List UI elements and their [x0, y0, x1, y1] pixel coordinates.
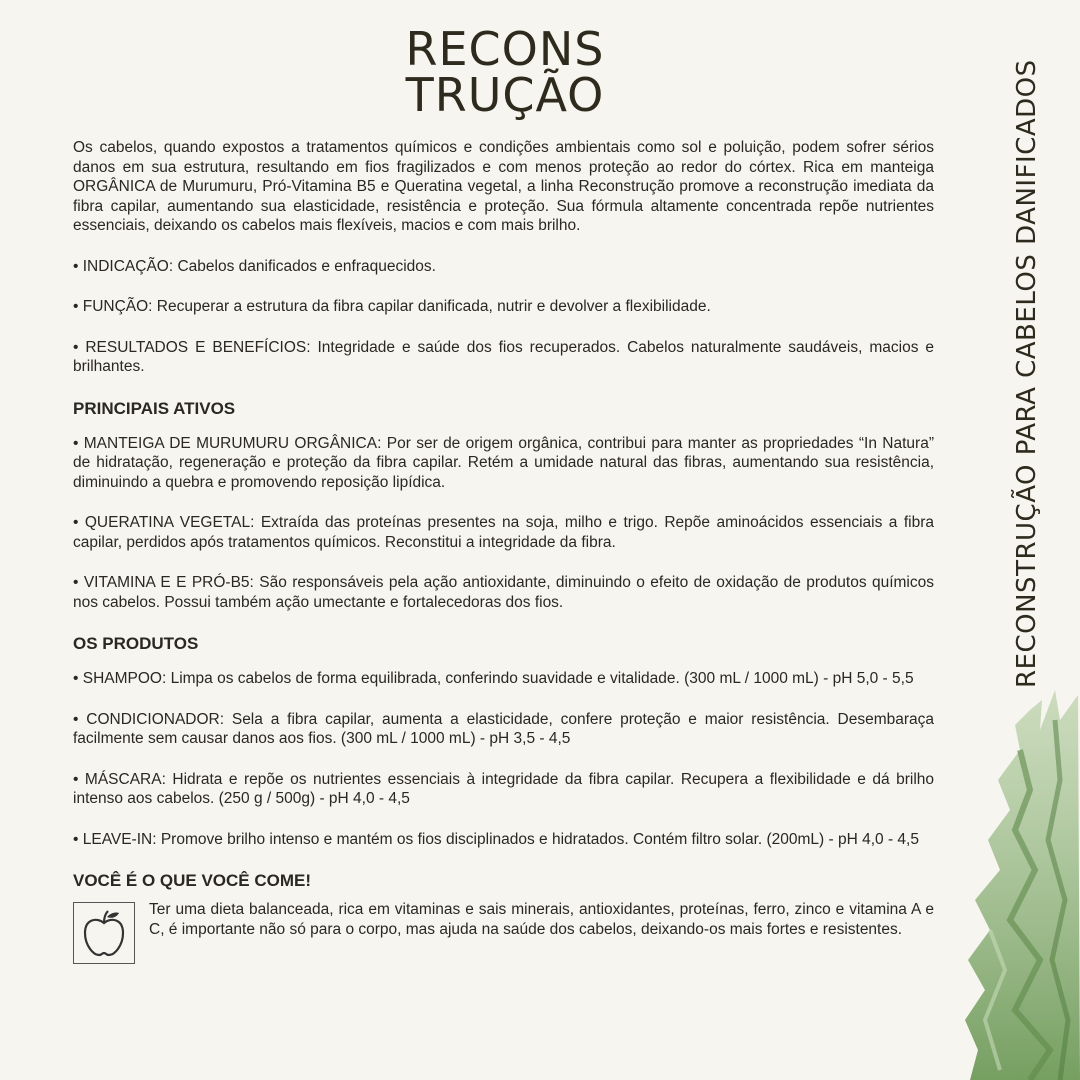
title-line-2: TRUÇÃO: [405, 68, 605, 122]
bullet-indicacao: • INDICAÇÃO: Cabelos danificados e enfraquecidos.: [73, 257, 436, 275]
intro-paragraph: Os cabelos, quando expostos a tratamentos químicos e condições ambientais como sol e poluição, podem sofrer sérios danos em sua estrutura, resultando em fios fragilizados e com menos proteção ao redor do córtex. Rica em manteiga ORGÂNICA de Murumuru, Pró-Vitamina B5 e Queratina vegetal, a linha Reconstrução promove a reconstrução imediata da fibra capilar, aumentando sua elasticidade, resistência e proteção. Sua fórmula altamente concentrada repõe nutrientes essenciais, deixando os cabelos mais flexíveis, macios e com mais brilho.: [73, 139, 934, 234]
ativo-vitamina: • VITAMINA E E PRÓ-B5: São responsáveis pela ação antioxidante, diminuindo o efeito de oxidação de produtos químicos nos cabelos. Possui também ação umectante e fortalecedoras dos fios.: [73, 574, 934, 611]
diet-paragraph: Ter uma dieta balanceada, rica em vitaminas e sais minerais, antioxidantes, proteínas, ferro, zinco e vitamina A e C, é importante não só para o corpo, mas ajuda na saúde dos cabelos, deixando-os mais fortes e resistentes.: [149, 901, 934, 938]
bullet-funcao: • FUNÇÃO: Recuperar a estrutura da fibra capilar danificada, nutrir e devolver a flexibilidade.: [73, 298, 711, 315]
ativo-queratina: • QUERATINA VEGETAL: Extraída das proteínas presentes na soja, milho e trigo. Repõe aminoácidos essenciais a fibra capilar, perdidos após tratamentos químicos. Reconstitui a integridade da fibra.: [73, 514, 934, 551]
produto-leave-in: • LEAVE-IN: Promove brilho intenso e mantém os fios disciplinados e hidratados. Contém filtro solar. (200mL) - pH 4,0 - 4,5: [73, 830, 919, 848]
produto-mascara: • MÁSCARA: Hidrata e repõe os nutrientes essenciais à integridade da fibra capilar. Recupera a flexibilidade e dá brilho intenso aos cabelos. (250 g / 500g) - pH 4,0 - 4,5: [73, 770, 934, 807]
diet-section: [73, 900, 934, 964]
produto-shampoo: • SHAMPOO: Limpa os cabelos de forma equilibrada, conferindo suavidade e vitalidade. (300 mL / 1000 mL) - pH 5,0 - 5,5: [73, 670, 914, 687]
side-vertical-title: RECONSTRUÇÃO PARA CABELOS DANIFICADOS: [1012, 59, 1042, 688]
principais-ativos-heading: PRINCIPAIS ATIVOS: [73, 398, 236, 418]
os-produtos-heading: OS PRODUTOS: [73, 634, 199, 653]
bullet-resultados: • RESULTADOS E BENEFÍCIOS: Integridade e saúde dos fios recuperados. Cabelos naturalmente saudáveis, macios e brilhantes.: [73, 338, 934, 375]
content: [73, 138, 934, 964]
page-title: [380, 22, 630, 122]
green-brush-stroke-icon: [960, 690, 1080, 1080]
ativo-murumuru: • MANTEIGA DE MURUMURU ORGÂNICA: Por ser de origem orgânica, contribui para manter as propriedades “In Natura” de hidratação, regeneração e proteção da fibra capilar. Retém a umidade natural das fibras, aumentando sua resistência, diminuindo a quebra e promovendo reposição lipídica.: [73, 434, 934, 491]
diet-heading: VOCÊ É O QUE VOCÊ COME!: [73, 871, 312, 890]
apple-icon: [73, 902, 135, 964]
produto-condicionador: • CONDICIONADOR: Sela a fibra capilar, aumenta a elasticidade, confere proteção e maior resistência. Desembaraça facilmente sem causar danos aos fios. (300 mL / 1000 mL) - pH 3,5 - 4,5: [73, 710, 934, 747]
title-line-1: RECONS: [405, 22, 605, 76]
